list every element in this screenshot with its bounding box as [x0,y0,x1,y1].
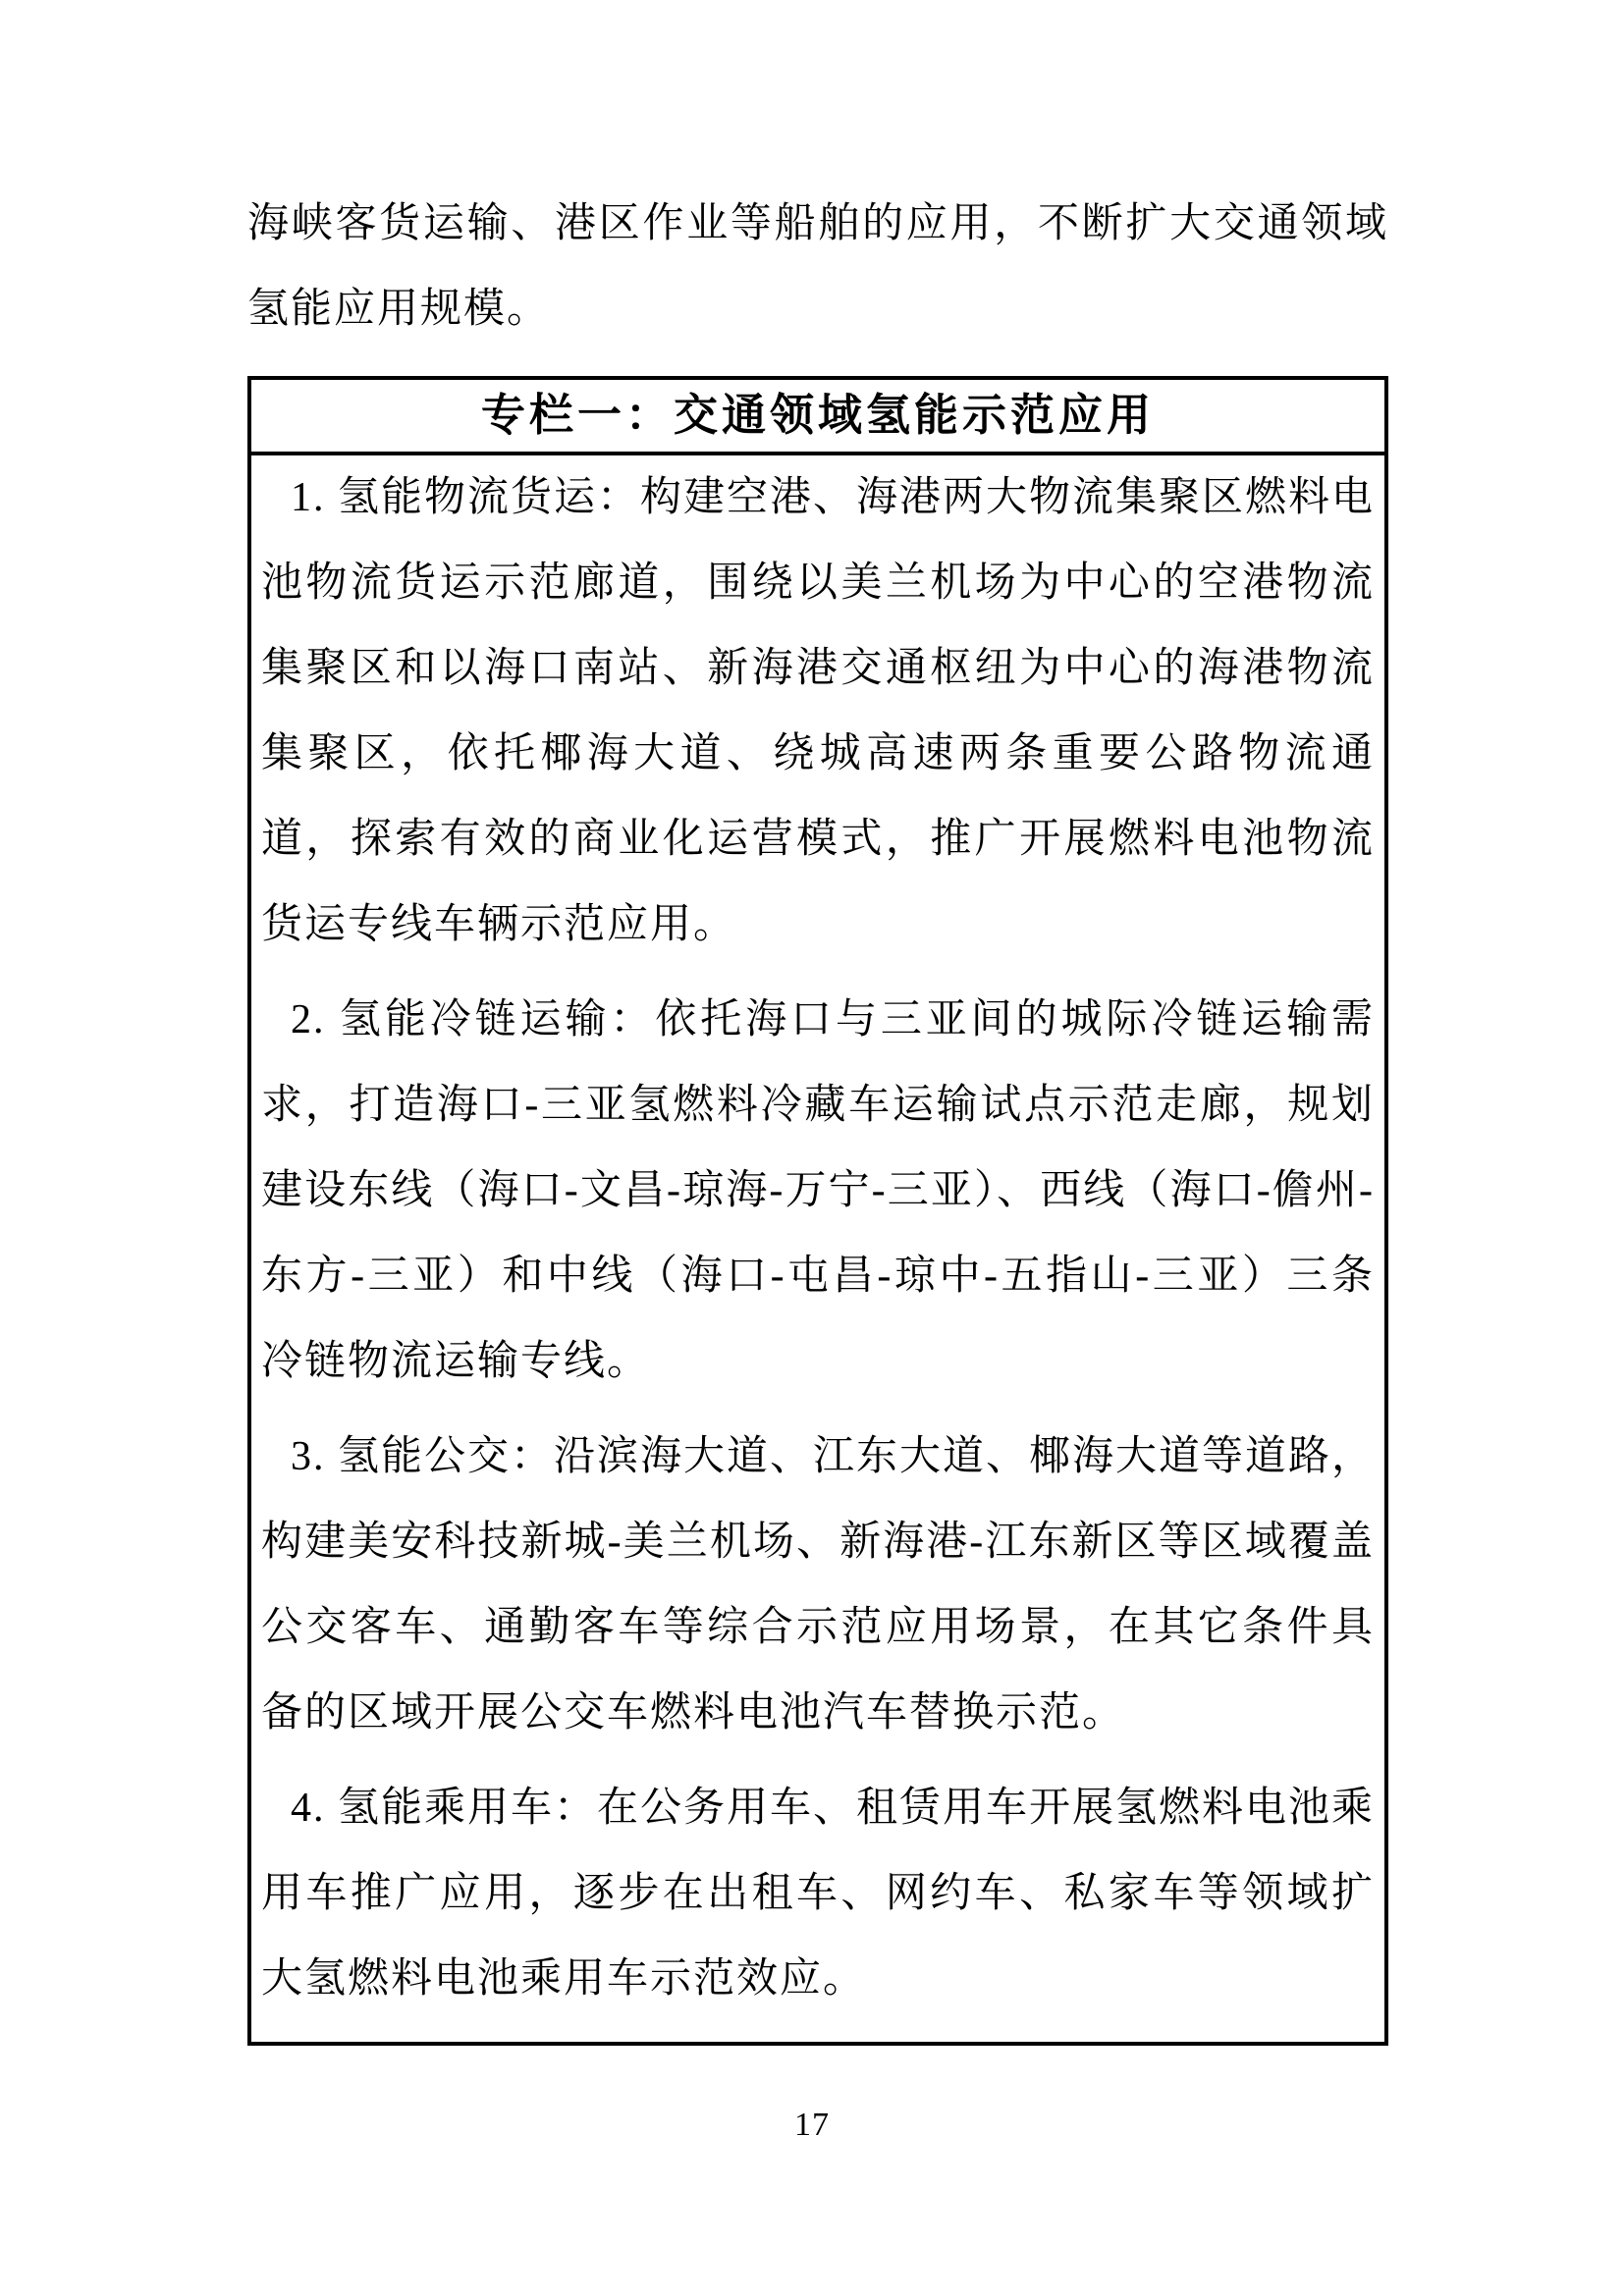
box-paragraph-cold-chain: 2. 氢能冷链运输：依托海口与三亚间的城际冷链运输需求，打造海口-三亚氢燃料冷藏车运输试点示范走廊，规划建设东线（海口-文昌-琼海-万宁-三亚）、西线（海口-儋州-东方-三亚）和中线（海口-屯昌-琼中-五指山-三亚）三条冷链物流运输专线。 [261,997,1375,1384]
page-number: 17 [794,2107,830,2143]
page-content [247,182,1388,2046]
intro-paragraph: 海峡客货运输、港区作业等船舶的应用，不断扩大交通领域氢能应用规模。 [247,201,1388,332]
highlight-box-title: 专栏一：交通领域氢能示范应用 [251,380,1384,455]
highlight-box [247,376,1388,2046]
box-paragraph-passenger-car: 4. 氢能乘用车：在公务用车、租赁用车开展氢燃料电池乘用车推广应用，逐步在出租车、网约车、私家车等领域扩大氢燃料电池乘用车示范效应。 [261,1786,1376,2002]
highlight-box-body [251,455,1384,2042]
box-paragraph-logistics: 1. 氢能物流货运：构建空港、海港两大物流集聚区燃料电池物流货运示范廊道，围绕以美兰机场为中心的空港物流集聚区和以海口南站、新海港交通枢纽为中心的海港物流集聚区，依托椰海大道、绕城高速两条重要公路物流通道，探索有效的商业化运营模式，推广开展燃料电池物流货运专线车辆示范应用。 [261,475,1376,947]
box-paragraph-bus: 3. 氢能公交：沿滨海大道、江东大道、椰海大道等道路，构建美安科技新城-美兰机场、新海港-江东新区等区域覆盖公交客车、通勤客车等综合示范应用场景，在其它条件具备的区域开展公交车燃料电池汽车替换示范。 [261,1434,1376,1735]
